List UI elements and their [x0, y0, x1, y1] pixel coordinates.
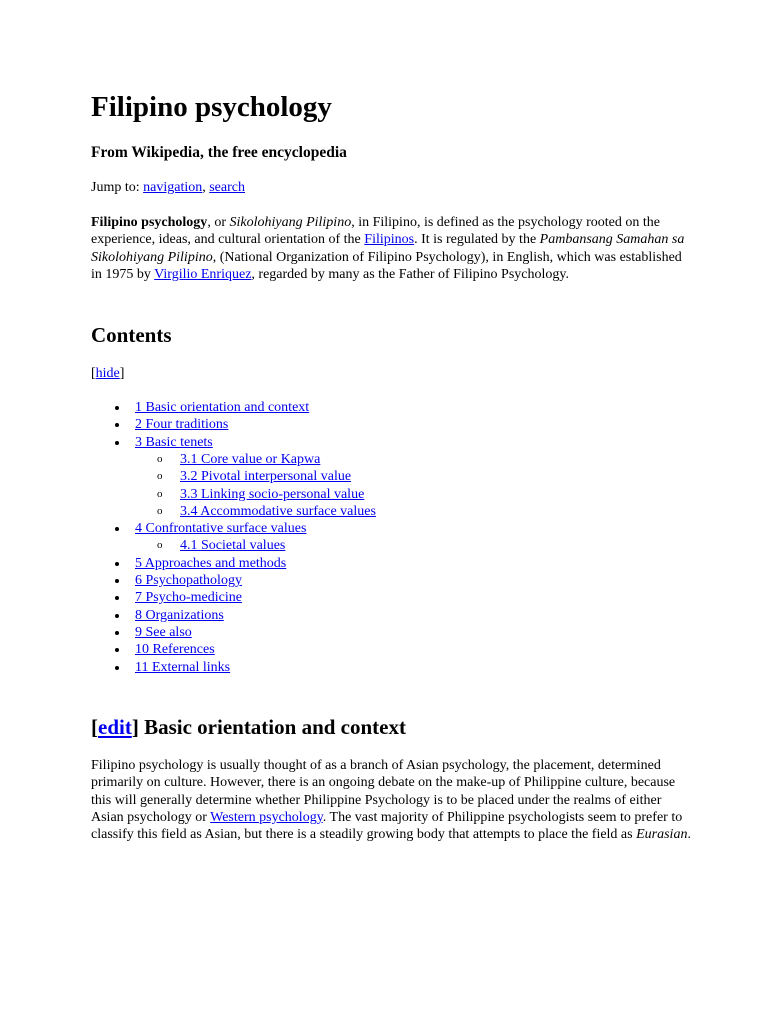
disc-bullet-icon: [115, 423, 119, 427]
bracket: ]: [131, 715, 139, 739]
toc-link[interactable]: 3 Basic tenets: [135, 434, 213, 450]
toc-link[interactable]: 7 Psycho-medicine: [135, 590, 242, 606]
circle-bullet-icon: o: [157, 539, 163, 552]
toc-link[interactable]: 3.2 Pivotal interpersonal value: [180, 469, 352, 485]
western-psychology-link[interactable]: Western psychology: [210, 809, 323, 825]
toc-link[interactable]: 3.1 Core value or Kapwa: [180, 451, 321, 467]
disc-bullet-icon: [115, 406, 119, 410]
bracket: ]: [119, 366, 125, 381]
toc-link[interactable]: 2 Four traditions: [135, 417, 229, 433]
intro-text: , (National Organization of Filipino Psychology), in English, which was established in 1975 by: [91, 249, 682, 282]
toc-hide-toggle: [91, 365, 124, 383]
toc-link[interactable]: 3.3 Linking socio-personal value: [180, 486, 365, 502]
intro-text: , regarded by many as the Father of Filipino Psychology.: [251, 266, 569, 282]
intro-text: , or: [207, 215, 230, 230]
circle-bullet-icon: o: [157, 487, 163, 500]
circle-bullet-icon: o: [157, 504, 163, 517]
virgilio-enriquez-link[interactable]: Virgilio Enriquez: [154, 266, 252, 282]
hide-link[interactable]: hide: [95, 366, 120, 381]
section-paragraph: [91, 757, 691, 843]
section-heading-basic-orientation: [91, 713, 406, 741]
disc-bullet-icon: [115, 441, 119, 445]
jump-separator: ,: [202, 180, 210, 195]
disc-bullet-icon: [115, 631, 119, 635]
disc-bullet-icon: [115, 596, 119, 600]
intro-italic-org: Pambansang Samahan sa Sikolohiyang Pilipino: [91, 232, 685, 265]
disc-bullet-icon: [115, 614, 119, 618]
toc-link[interactable]: 4.1 Societal values: [180, 538, 286, 554]
toc-link[interactable]: 11 External links: [135, 659, 231, 675]
site-subtitle: From Wikipedia, the free encyclopedia: [91, 144, 347, 161]
intro-italic-term: Sikolohiyang Pilipino: [229, 215, 352, 230]
toc-link[interactable]: 9 See also: [135, 624, 192, 640]
section-text: .: [687, 827, 691, 843]
section-text: . The vast majority of Philippine psychologists seem to prefer to classify this field as Asian, but there is a steadily growing body that attempts to place the field as: [91, 809, 683, 843]
page-title: Filipino psychology: [91, 91, 332, 123]
toc-heading: Contents: [91, 323, 172, 347]
toc-link[interactable]: 3.4 Accommodative surface values: [180, 503, 376, 519]
bracket: [: [91, 366, 96, 381]
intro-text: , in Filipino, is defined as the psychology rooted on the experience, ideas, and cultural orientation of the: [91, 215, 660, 248]
disc-bullet-icon: [115, 562, 119, 566]
toc-link[interactable]: 10 References: [135, 642, 215, 658]
jump-to-bar: [91, 179, 245, 197]
intro-bold-term: Filipino psychology: [91, 215, 208, 230]
circle-bullet-icon: o: [157, 470, 163, 483]
bracket: [: [91, 715, 98, 739]
toc-link[interactable]: 8 Organizations: [135, 607, 224, 623]
disc-bullet-icon: [115, 579, 119, 583]
toc-link[interactable]: 5 Approaches and methods: [135, 555, 287, 571]
circle-bullet-icon: o: [157, 452, 163, 465]
section-text: Filipino psychology is usually thought of as a branch of Asian psychology, the placement, determined primarily on culture. However, there is an ongoing debate on the make-up of Philippine culture, because this will generally determine whether Philippine Psychology is to be placed under the realms of either Asian psychology or: [91, 758, 676, 825]
toc-link[interactable]: 4 Confrontative surface values: [135, 521, 307, 537]
toc-link[interactable]: 1 Basic orientation and context: [135, 400, 310, 415]
intro-paragraph: [91, 214, 691, 283]
jump-navigation-link[interactable]: navigation: [143, 180, 203, 195]
disc-bullet-icon: [115, 666, 119, 670]
section-title: Basic orientation and context: [138, 715, 406, 739]
disc-bullet-icon: [115, 648, 119, 652]
eurasian-term: Eurasian: [636, 827, 688, 843]
edit-link[interactable]: edit: [98, 715, 132, 739]
toc-link[interactable]: 6 Psychopathology: [135, 573, 242, 588]
intro-text: . It is regulated by the: [414, 232, 540, 248]
jump-to-label: Jump to:: [91, 180, 144, 195]
filipinos-link[interactable]: Filipinos: [364, 232, 415, 248]
disc-bullet-icon: [115, 527, 119, 531]
jump-search-link[interactable]: search: [209, 180, 245, 195]
